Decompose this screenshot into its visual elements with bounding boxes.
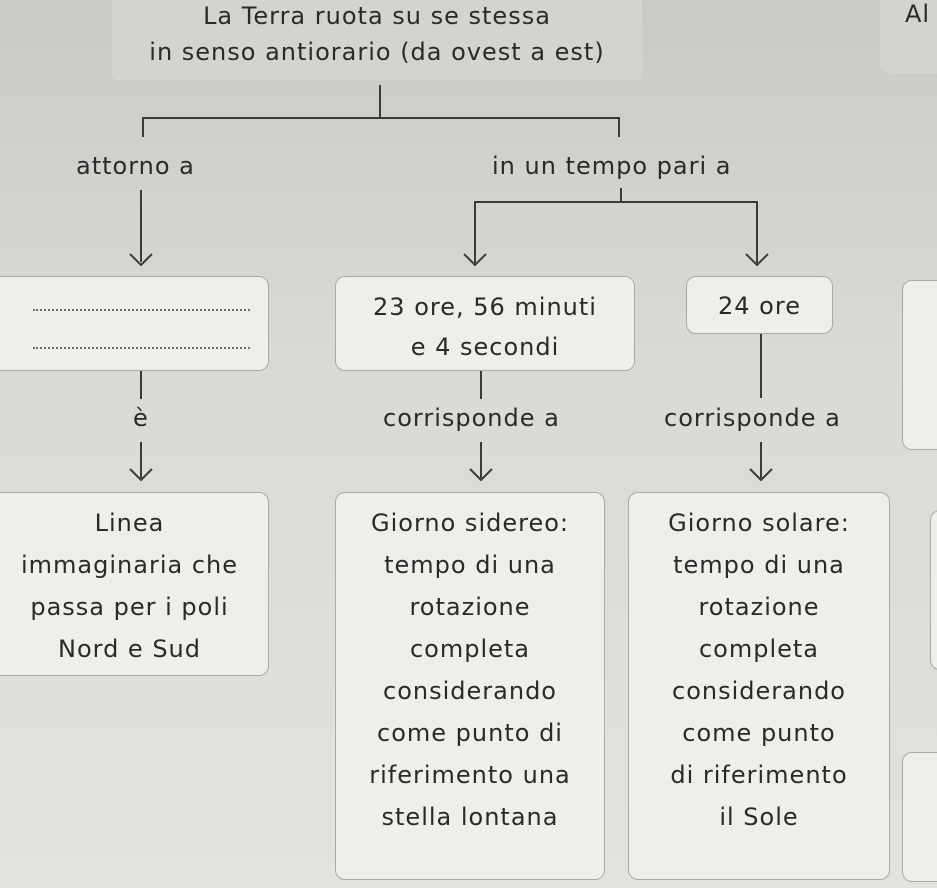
solar-day-line-8: il Sole [719,803,799,831]
right-connector-stem [760,334,762,398]
title-stem [379,85,381,118]
solar-day-line-3: rotazione [698,593,820,621]
branch-label-left: attorno a [76,152,195,180]
left-arrow-head-icon [128,252,154,268]
top-bracket-left-drop [142,117,144,137]
sidereal-day-text [335,502,605,838]
branch-label-right: in un tempo pari a [492,152,732,180]
top-bracket-bar [142,117,620,119]
sidereal-day-line-6: come punto di [377,719,563,747]
solar-day-line-4: completa [698,635,820,663]
axis-definition-line-1: Linea [94,509,165,537]
sidereal-day-line-2: tempo di una [384,551,556,579]
title-line-1: La Terra ruota su se stessa [203,2,551,30]
connector-label-middle: corrisponde a [383,404,560,432]
title-line-2: in senso antiorario (da ovest a est) [149,38,605,66]
solar-duration-text: 24 ore [718,292,801,320]
solar-day-line-6: come punto [682,719,836,747]
right-connector-arrow-head-icon [748,467,774,483]
sub-bracket-bar [474,201,758,203]
edge-partial-box-middle [930,510,937,670]
solar-day-line-1: Giorno solare: [668,509,850,537]
middle-connector-arrow-head-icon [468,467,494,483]
solar-day-text [628,502,890,838]
axis-definition-line-3: passa per i poli [30,593,229,621]
corner-fragment-text: Al [905,0,931,28]
top-bracket-right-drop [618,117,620,137]
left-connector-arrow-head-icon [128,467,154,483]
axis-definition-line-4: Nord e Sud [57,635,202,663]
sidereal-day-line-4: completa [409,635,531,663]
sidereal-day-line-5: considerando [383,677,557,705]
sub-left-arrow-head-icon [462,252,488,268]
sidereal-duration-line-1: 23 ore, 56 minuti [373,293,597,321]
left-connector-stem [140,371,142,399]
sub-stem [620,188,622,202]
sidereal-day-line-8: stella lontana [381,803,559,831]
connector-label-right: corrisponde a [664,404,841,432]
solar-day-line-7: di riferimento [670,761,848,789]
solar-day-line-2: tempo di una [673,551,845,579]
connector-label-left: è [133,404,149,432]
sub-right-arrow-head-icon [744,252,770,268]
edge-partial-box-bottom [902,752,937,882]
edge-partial-box-top [902,280,937,450]
sidereal-day-line-3: rotazione [409,593,531,621]
axis-definition-line-2: immaginaria che [21,551,238,579]
solar-day-line-5: considerando [672,677,846,705]
axis-definition-text [0,502,269,670]
sidereal-day-line-1: Giorno sidereo: [371,509,569,537]
blank-answer-box [0,276,269,371]
sidereal-duration-line-2: e 4 secondi [410,333,560,361]
sidereal-day-line-7: riferimento una [369,761,571,789]
blank-line-1 [33,309,250,311]
blank-line-2 [33,347,250,349]
middle-connector-stem [480,371,482,399]
